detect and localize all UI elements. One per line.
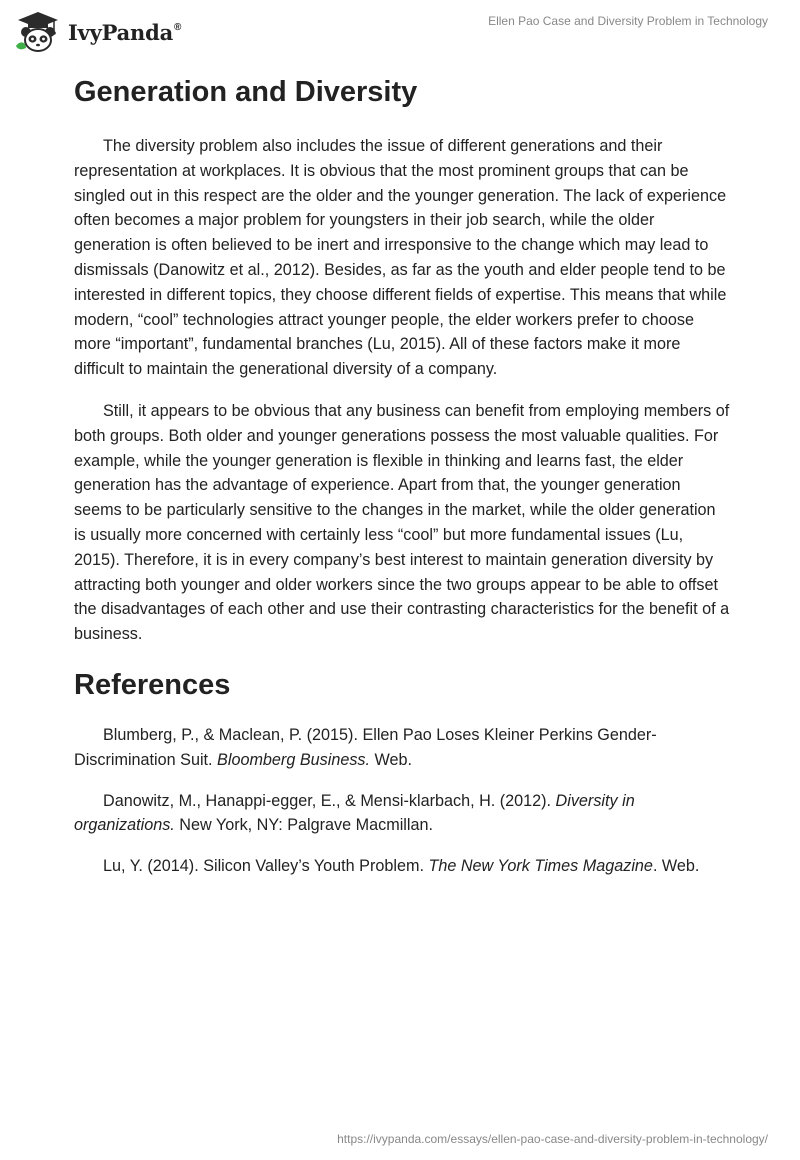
brand-name: IvyPanda® bbox=[68, 19, 182, 45]
page-header bbox=[0, 0, 800, 60]
reference-item: Lu, Y. (2014). Silicon Valley’s Youth Problem. The New York Times Magazine. Web. bbox=[103, 857, 700, 876]
paragraph-1: The diversity problem also includes the issue of different generations and their representation at workplaces. It is obvious that the most prominent groups that can be singled out in this respect are the older and the younger generation. The lack of experience often becomes a major problem for youngsters in their job search, while the older generation is often believed to be inert and irresponsive to the change which may lead to dismissals (Danowitz et al., 2012). Besides, as far as the youth and elder people tend to be interested in different topics, they choose different fields of expertise. This means that while modern, “cool” technologies attract younger people, the elder workers prefer to choose more “important”, fundamental branches (Lu, 2015). All of these factors make it more difficult to maintain the generational diversity of a company. bbox=[74, 137, 727, 379]
registered-mark: ® bbox=[174, 21, 182, 33]
paragraph-2: Still, it appears to be obvious that any business can benefit from employing members of both groups. Both older and younger generations possess the most valuable qualities. For example, while the younger generation is flexible in thinking and learns fast, the elder generation has the advantage of experience. Apart from that, the younger generation seems to be particularly sensitive to the changes in the market, while the older generation is usually more concerned with certainly less “cool” but more fundamental issues (Lu, 2015). Therefore, it is in every company’s best interest to maintain generation diversity by attracting both younger and older workers since the two groups appear to be able to offset the disadvantages of each other and use their contrasting characteristics for the benefit of a business. bbox=[74, 401, 730, 644]
reference-source: Diversity in organizations. bbox=[74, 791, 635, 835]
section-heading-generation-diversity: Generation and Diversity bbox=[74, 76, 418, 108]
article-body bbox=[74, 70, 730, 879]
document-title: Ellen Pao Case and Diversity Problem in Technology bbox=[488, 14, 768, 28]
source-url-link[interactable]: https://ivypanda.com/essays/ellen-pao-case-and-diversity-problem-in-technology/ bbox=[337, 1132, 768, 1146]
panda-graduate-icon bbox=[14, 10, 62, 54]
ivypanda-logo[interactable] bbox=[14, 10, 181, 54]
reference-item: Blumberg, P., & Maclean, P. (2015). Ellen Pao Loses Kleiner Perkins Gender-Discrimination Suit. Bloomberg Business. Web. bbox=[74, 725, 657, 769]
reference-source: Bloomberg Business. bbox=[217, 750, 371, 769]
section-heading-references: References bbox=[74, 668, 231, 701]
reference-source: The New York Times Magazine bbox=[428, 857, 653, 876]
reference-item: Danowitz, M., Hanappi-egger, E., & Mensi-klarbach, H. (2012). Diversity in organizations. New York, NY: Palgrave Macmillan. bbox=[74, 791, 635, 835]
